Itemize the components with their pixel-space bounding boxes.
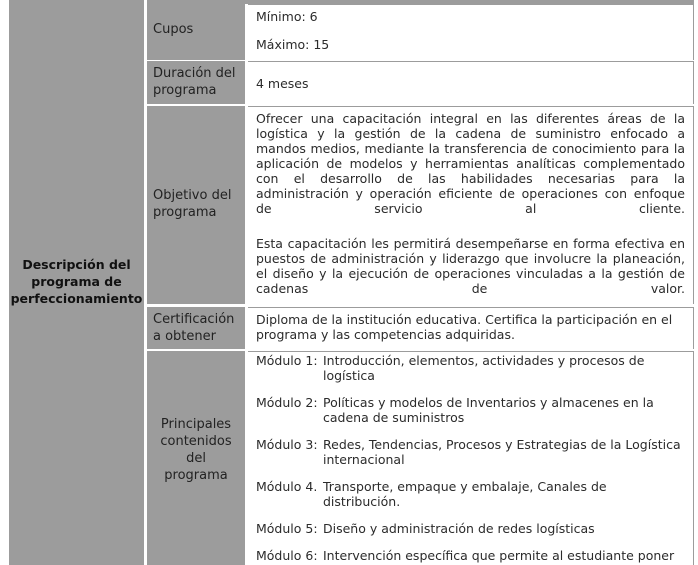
certificacion-value-cell: [248, 307, 694, 349]
contenidos-label-cell: [147, 351, 245, 565]
section-label-cell: [9, 0, 147, 565]
cupos-label: Cupos: [153, 22, 194, 37]
certificacion-label: Certificación a obtener: [153, 312, 235, 344]
duracion-label: Duración del programa: [153, 66, 236, 98]
module-item: [256, 395, 685, 425]
contenidos-label: Principales contenidos del programa: [160, 417, 232, 483]
objetivo-label: Objetivo del programa: [153, 188, 232, 220]
module-text: Introducción, elementos, actividades y procesos de logística: [323, 353, 645, 383]
module-text: Políticas y modelos de Inventarios y almacenes en la cadena de suministros: [323, 395, 654, 425]
module-number: Módulo 1:: [256, 353, 318, 368]
module-item: [256, 437, 685, 467]
module-text: Redes, Tendencias, Procesos y Estrategias de la Logística internacional: [323, 437, 681, 467]
module-text: Intervención específica que permite al estudiante poner: [323, 548, 675, 563]
module-item: [256, 521, 685, 536]
objetivo-value-cell: [248, 106, 694, 304]
module-text: Diseño y administración de redes logísticas: [323, 521, 595, 536]
cupos-label-cell: [147, 4, 245, 60]
objetivo-paragraph-1: Ofrecer una capacitación integral en las diferentes áreas de la logística y la gestión de la cadena de suministro enfocado a mandos medios, mediante la transferencia de conocimiento para la aplicación de modelos y herramientas analíticas complementado con el desarrollo de las habilidades necesarias para la administración y operación eficiente de operaciones con enfoque de servicio al cliente.: [256, 111, 685, 216]
module-item: [256, 353, 685, 383]
module-item: [256, 479, 685, 509]
cupos-value-cell: [248, 4, 694, 60]
certificacion-value: Diploma de la institución educativa. Certifica la participación en el programa y las competencias adquiridas.: [256, 312, 673, 342]
module-item: [256, 548, 685, 563]
module-number: Módulo 2:: [256, 395, 318, 410]
module-number: Módulo 6:: [256, 548, 318, 563]
duracion-value-cell: [248, 61, 694, 104]
cupos-minimo: Mínimo: 6: [256, 9, 318, 24]
section-label: Descripción del programa de perfeccionamiento: [10, 257, 143, 306]
module-number: Módulo 4.: [256, 479, 318, 494]
certificacion-label-cell: [147, 307, 245, 349]
duracion-label-cell: [147, 61, 245, 104]
cupos-maximo: Máximo: 15: [256, 37, 330, 52]
objetivo-label-cell: [147, 106, 245, 304]
module-number: Módulo 5:: [256, 521, 318, 536]
module-number: Módulo 3:: [256, 437, 318, 452]
contenidos-value-cell: [248, 351, 694, 565]
duracion-value: 4 meses: [256, 76, 309, 91]
module-text: Transporte, empaque y embalaje, Canales de distribución.: [323, 479, 607, 509]
objetivo-paragraph-2: Esta capacitación les permitirá desempeñarse en forma efectiva en puestos de administración y liderazgo que involucre la planeación, el diseño y la ejecución de operaciones vinculadas a la gestión de cadenas de valor.: [256, 236, 685, 296]
